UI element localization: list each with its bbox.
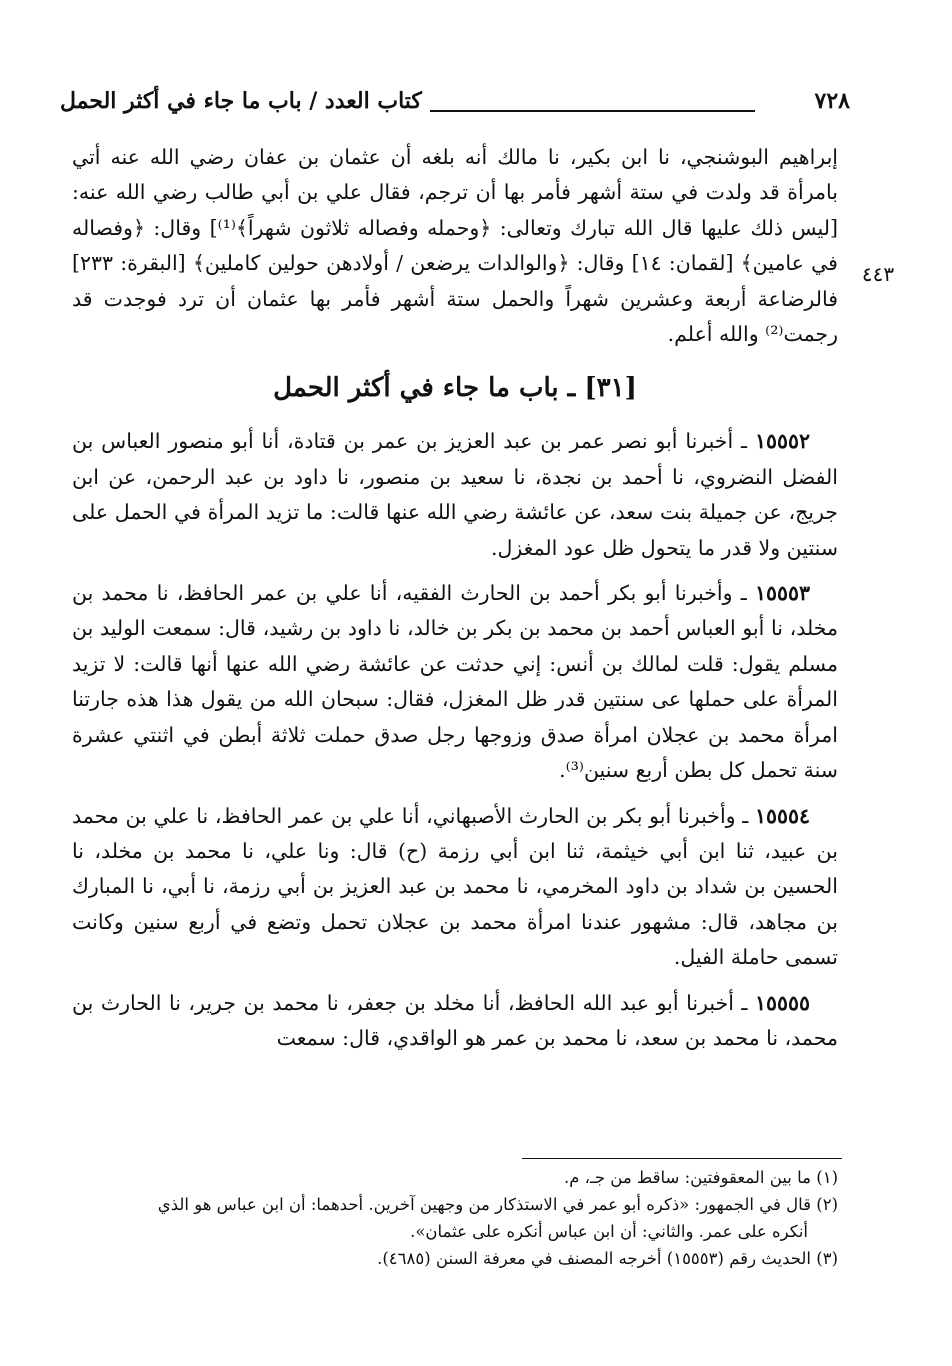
footnote: (٢) قال في الجمهور: «ذكره أبو عمر في الاستذكار من وجهين آخرين. أحدهما: أن ابن عباس هو الذي <box>157 1195 838 1214</box>
body-text <box>72 140 838 1056</box>
footnote: (٣) الحديث رقم (١٥٥٥٣) أخرجه المصنف في معرفة السنن (٤٦٨٥). <box>377 1249 838 1268</box>
page-header <box>60 88 850 118</box>
footnotes <box>72 1164 838 1272</box>
hadith-text: ـ أخبرنا أبو عبد الله الحافظ، أنا مخلد بن جعفر، نا محمد بن جرير، نا الحارث بن محمد، نا محمد بن سعد، نا محمد بن عمر هو الواقدي، قال: سمعت <box>72 990 838 1050</box>
footnote-rule <box>522 1158 842 1159</box>
hadith-number: ١٥٥٥٢ <box>754 429 810 454</box>
hadith-text: ـ أخبرنا أبو نصر عمر بن عبد العزيز بن عمر بن قتادة، أنا أبو منصور العباس بن الفضل النضروي، نا أحمد بن نجدة، نا سعيد بن منصور، نا داود بن عبد الرحمن، عن ابن جريج، عن جميلة بنت سعد، عن عائشة رضي الله عنها قالت: ما تزيد المرأة في الحمل على سنتين ولا قدر ما يتحول ظل عود المغزل. <box>72 429 838 560</box>
hadith-paragraph <box>72 424 838 566</box>
hadith-number: ١٥٥٥٤ <box>754 803 810 828</box>
opening-paragraph: إبراهيم البوشنجي، نا ابن بكير، نا مالك أنه بلغه أن عثمان بن عفان رضي الله عنه أتي بامرأة قد ولدت في ستة أشهر فأمر بها أن ترجم، فقال علي بن أبي طالب رضي الله عنه: [ليس ذلك عليها قال الله تبارك وتعالى: ﴿وحمله وفصاله ثلاثون شهراً﴾⁽¹⁾] وقال: ﴿وفصاله في عامين﴾ [لقمان: ١٤] وقال: ﴿والوالدات يرضعن / أولادهن حولين كاملين﴾ [البقرة: ٢٣٣] فالرضاعة أربعة وعشرين شهراً والحمل ستة أشهر فأمر بها عثمان أن ترد فوجدت قد رجمت⁽²⁾ والله أعلم. <box>72 145 838 347</box>
page-number: ٧٢٨ <box>814 88 850 114</box>
margin-page-reference: ٤٤٣ <box>861 262 895 286</box>
hadith-text: ـ وأخبرنا أبو بكر أحمد بن الحارث الفقيه، أنا علي بن عمر الحافظ، نا محمد بن مخلد، نا أبو العباس أحمد بن محمد بن بكر بن خالد، نا داود بن رشيد، قال: سمعت الوليد بن مسلم يقول: قلت لمالك بن أنس: إني حدثت عن عائشة رضي الله عنها أنها قالت: لا تزيد المرأة على حملها عى سنتين قدر ظل المغزل، فقال: سبحان الله من يقول هذا هذه جارتنا امرأة محمد بن عجلان امرأة صدق وزوجها رجل صدق حملت ثلاثة أبطن في اثنتي عشرة سنة تحمل كل بطن أربع سنين⁽³⁾. <box>72 581 838 783</box>
section-title: [٣١] ـ باب ما جاء في أكثر الحمل <box>273 373 637 404</box>
hadith-text: ـ وأخبرنا أبو بكر بن الحارث الأصبهاني، أنا علي بن عمر الحافظ، نا علي بن محمد بن عبيد، ثنا ابن أبي خيثمة، ثنا ابن أبي رزمة (ح) قال: ونا علي، نا محمد بن مخلد، نا الحسين بن شداد بن داود المخرمي، نا محمد بن عبد العزيز بن أبي رزمة، نا أبي، نا المبارك بن مجاهد، قال: مشهور عندنا امرأة محمد بن عجلان تحمل وتضع في أربع سنين وكانت تسمى حاملة الفيل. <box>72 803 838 970</box>
hadith-paragraph <box>72 799 838 976</box>
footnote: (١) ما بين المعقوفتين: ساقط من جـ، م. <box>563 1168 838 1187</box>
header-rule <box>430 110 755 112</box>
hadith-paragraph <box>72 576 838 788</box>
running-title: كتاب العدد / باب ما جاء في أكثر الحمل <box>60 88 422 114</box>
hadith-paragraph <box>72 986 838 1057</box>
footnote-continuation: أنكره على عمر. والثاني: أن ابن عباس أنكره على عثمان». <box>410 1222 808 1241</box>
hadith-number: ١٥٥٥٥ <box>754 990 810 1015</box>
hadith-number: ١٥٥٥٣ <box>754 581 810 606</box>
